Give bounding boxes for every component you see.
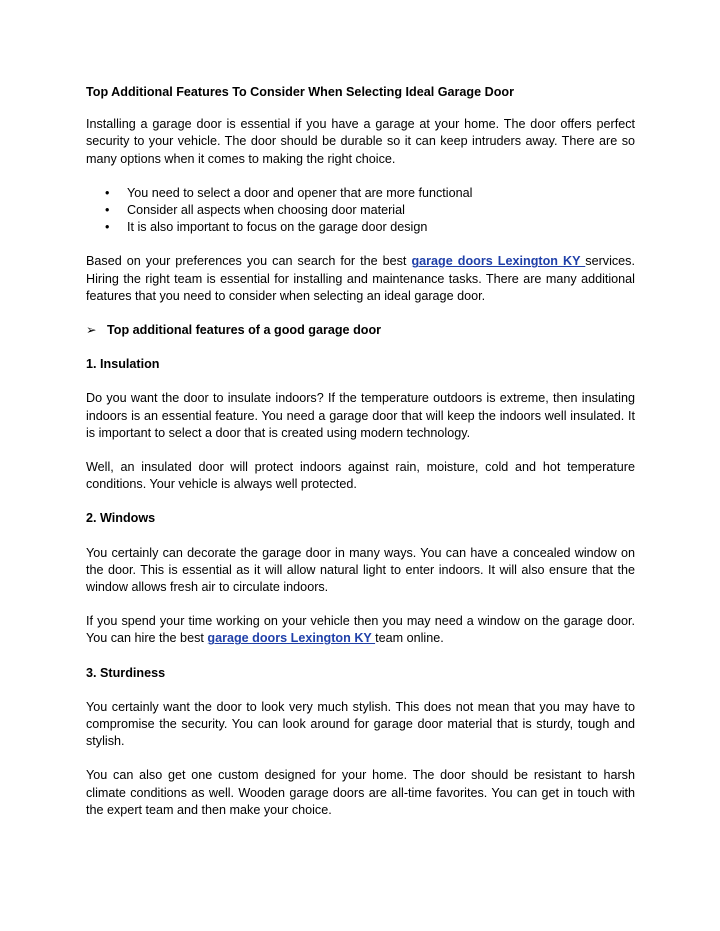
document-title: Top Additional Features To Consider When Selecting Ideal Garage Door [86,85,515,99]
bullet-icon: • [105,185,110,200]
sturdiness-heading: 3. Sturdiness [86,665,166,680]
windows-paragraph-2 [86,613,635,647]
windows-text-before: If you spend your time working on your vehicle then you may need a window on the garage door. You can hire the best [86,614,635,646]
bullet-icon: • [105,220,110,235]
windows-paragraph-1: You certainly can decorate the garage door in many ways. You can have a concealed window on the door. This is essential as it will allow natural light to enter indoors. It will also ensure that the window allows fresh air to circulate indoors. [86,545,635,595]
preferences-text-after: services. Hiring the right team is essential for installing and maintenance tasks. There are many additional features that you need to consider when selecting an ideal garage door. [86,254,635,303]
list-item [86,202,635,219]
list-item-text: It is also important to focus on the garage door design [127,220,428,235]
garage-doors-lexington-link-2[interactable]: garage doors Lexington KY [207,631,376,646]
feature-bullet-list [86,185,635,237]
bullet-icon: • [105,203,110,218]
insulation-heading: 1. Insulation [86,357,160,372]
insulation-paragraph-2: Well, an insulated door will protect indoors against rain, moisture, cold and hot temperature conditions. Your vehicle is always well protected. [86,460,635,492]
list-item [86,219,635,236]
document-page [86,84,635,836]
sturdiness-paragraph-1: You certainly want the door to look very much stylish. This does not mean that you may have to compromise the security. You can look around for garage door material that is sturdy, tough and stylish. [86,699,635,749]
windows-heading: 2. Windows [86,511,156,526]
preferences-paragraph [86,253,635,305]
arrow-bullet-icon: ➢ [86,323,97,338]
list-item [86,185,635,202]
sturdiness-paragraph-2: You can also get one custom designed for your home. The door should be resistant to harsh climate conditions as well. Wooden garage doors are all-time favorites. You can get in touch with the expert team and then make your choice. [86,768,635,817]
intro-paragraph: Installing a garage door is essential if you have a garage at your home. The door offers perfect security to your vehicle. The door should be durable so it can keep intruders away. There are so many options when it comes to making the right choice. [86,117,635,166]
section-heading-text: Top additional features of a good garage door [107,323,382,338]
preferences-text-before: Based on your preferences you can search for the best [86,254,412,269]
list-item-text: You need to select a door and opener that are more functional [127,185,473,200]
garage-doors-lexington-link[interactable]: garage doors Lexington KY [411,254,586,269]
insulation-paragraph-1: Do you want the door to insulate indoors? If the temperature outdoors is extreme, then insulating indoors is an essential feature. You need a garage door that will keep the indoors well insulated. It is important to select a door that is created using modern technology. [86,391,635,440]
section-heading [86,322,635,339]
list-item-text: Consider all aspects when choosing door material [127,203,405,218]
windows-text-after: team online. [375,631,444,646]
